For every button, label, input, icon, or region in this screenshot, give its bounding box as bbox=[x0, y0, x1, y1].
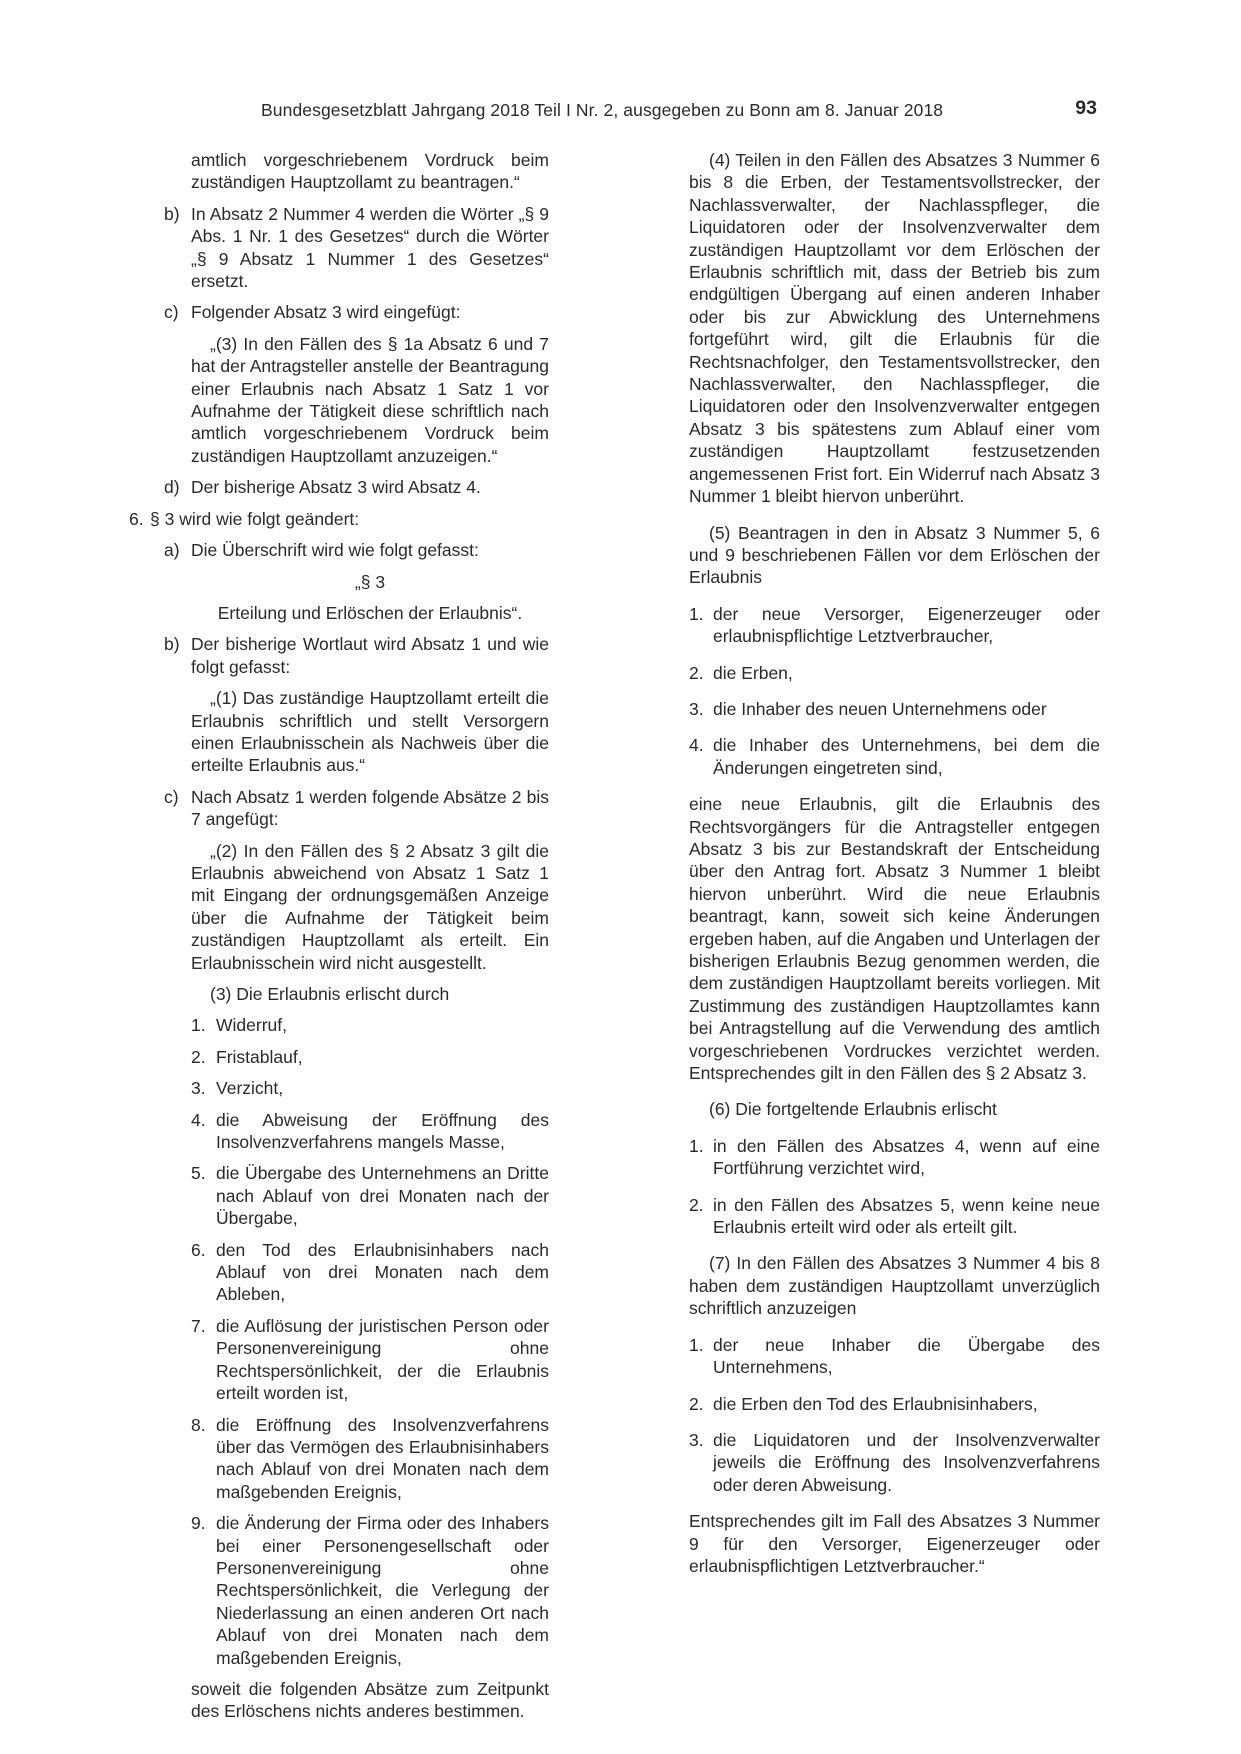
list-number: 3. bbox=[191, 1078, 206, 1099]
list-item bbox=[129, 1414, 549, 1504]
list-text: Fristablauf, bbox=[216, 1046, 303, 1067]
list-item bbox=[689, 698, 1100, 720]
list-number: 5. bbox=[191, 1163, 206, 1184]
right-column bbox=[689, 149, 1100, 1577]
list-item bbox=[689, 603, 1100, 648]
section-text: § 3 wird wie folgt geändert: bbox=[150, 508, 360, 529]
paragraph-continuation: amtlich vorgeschriebenem Vordruck beim zuständigen Hauptzollamt zu beantragen.“ bbox=[191, 150, 549, 193]
paragraph-tail: soweit die folgenden Absätze zum Zeitpunkt des Erlöschens nichts anderes bestimmen. bbox=[191, 1678, 549, 1722]
list-item bbox=[689, 1135, 1100, 1180]
list-text: die Auflösung der juristischen Person oder Personenvereinigung ohne Rechtspersönlichkeit, der die Erlaubnis erteilt worden ist, bbox=[216, 1315, 549, 1404]
list-item bbox=[129, 1046, 549, 1068]
left-column bbox=[129, 149, 549, 1723]
section-marker: 6. bbox=[129, 508, 144, 529]
paragraph-absatz-5: (5) Beantragen in den in Absatz 3 Nummer 5, 6 und 9 beschriebenen Fällen vor dem Erlöschen der Erlaubnis bbox=[689, 522, 1100, 588]
section-heading-number: „§ 3 bbox=[354, 571, 386, 592]
list-text: die Änderung der Firma oder des Inhabers bei einer Personengesellschaft oder Personenvereinigung ohne Rechtspersönlichkeit, die Verlegung der Niederlassung an einen anderen Ort nach Ablauf von drei Monaten nach dem maßgebenden Ereignis, bbox=[216, 1513, 549, 1668]
item-marker: d) bbox=[164, 477, 180, 498]
item-text: In Absatz 2 Nummer 4 werden die Wörter „§ 9 Abs. 1 Nr. 1 des Gesetzes“ durch die Wörter „§ 9 Absatz 1 Nummer 1 des Gesetzes“ ersetzt. bbox=[191, 203, 549, 292]
list-number: 3. bbox=[689, 1429, 704, 1450]
gazette-title: Bundesgesetzblatt Jahrgang 2018 Teil I Nr. 2, ausgegeben zu Bonn am 8. Januar 2018 bbox=[261, 100, 944, 120]
list-number: 8. bbox=[191, 1414, 206, 1435]
list-text: in den Fällen des Absatzes 5, wenn keine neue Erlaubnis erteilt wird oder als erteilt gilt. bbox=[713, 1194, 1100, 1238]
section-6 bbox=[129, 508, 549, 530]
list-text: die Erben, bbox=[713, 662, 793, 683]
paragraph-absatz-3-intro: (3) Die Erlaubnis erlischt durch bbox=[210, 984, 450, 1004]
list-number: 2. bbox=[689, 1393, 704, 1414]
list-item bbox=[689, 662, 1100, 684]
list-item bbox=[129, 1077, 549, 1099]
list-text: Widerruf, bbox=[216, 1015, 287, 1036]
list-number: 2. bbox=[689, 1194, 704, 1215]
list-text: der neue Inhaber die Übergabe des Unternehmens, bbox=[713, 1334, 1100, 1378]
list-number: 4. bbox=[191, 1109, 206, 1130]
list-item bbox=[689, 1393, 1100, 1415]
item-marker: a) bbox=[164, 540, 180, 561]
list-number: 1. bbox=[689, 1135, 704, 1156]
list-number: 1. bbox=[689, 603, 704, 624]
list-item bbox=[689, 734, 1100, 779]
item-b-wortlaut bbox=[129, 633, 549, 678]
list-number: 6. bbox=[191, 1239, 206, 1260]
quote-absatz-2: „(2) In den Fällen des § 2 Absatz 3 gilt die Erlaubnis abweichend von Absatz 1 Satz 1 mit Eingang der ordnungsgemäßen Anzeige über die Aufnahme der Tätigkeit beim zuständigen Hauptzollamt als erteilt. Ein Erlaubnisschein wird nicht ausgestellt. bbox=[191, 840, 549, 973]
paragraph-absatz-6: (6) Die fortgeltende Erlaubnis erlischt bbox=[709, 1099, 997, 1120]
item-d-absatz-4 bbox=[129, 476, 549, 498]
quote-absatz-1: „(1) Das zuständige Hauptzollamt erteilt die Erlaubnis schriftlich und stellt Versorgern einen Erlaubnisschein als Nachweis über die erteilte Erlaubnis aus.“ bbox=[191, 688, 549, 776]
list-item bbox=[129, 1512, 549, 1669]
list-item bbox=[129, 1162, 549, 1229]
item-text: Der bisherige Absatz 3 wird Absatz 4. bbox=[191, 477, 481, 498]
paragraph-absatz-7-continuation: Entsprechendes gilt im Fall des Absatzes 3 Nummer 9 für den Versorger, Eigenerzeuger oder erlaubnispflichtigen Letztverbraucher.“ bbox=[689, 1511, 1100, 1576]
list-item bbox=[129, 1239, 549, 1306]
list-text: die Eröffnung des Insolvenzverfahrens über das Vermögen des Erlaubnisinhabers nach Ablauf von drei Monaten nach dem maßgebenden Ereignis, bbox=[216, 1414, 549, 1502]
list-text: die Inhaber des Unternehmens, bei dem die Änderungen eingetreten sind, bbox=[713, 735, 1100, 778]
list-text: die Erben den Tod des Erlaubnisinhabers, bbox=[713, 1393, 1038, 1414]
list-text: die Abweisung der Eröffnung des Insolvenzverfahrens mangels Masse, bbox=[216, 1109, 549, 1153]
section-heading-title: Erteilung und Erlöschen der Erlaubnis“. bbox=[217, 602, 523, 623]
list-item bbox=[689, 1194, 1100, 1239]
item-marker: c) bbox=[164, 786, 179, 807]
list-text: den Tod des Erlaubnisinhabers nach Ablauf von drei Monaten nach dem Ableben, bbox=[216, 1239, 549, 1305]
list-text: die Liquidatoren und der Insolvenzverwalter jeweils die Eröffnung des Insolvenzverfahrens oder deren Abweisung. bbox=[713, 1429, 1100, 1495]
item-marker: c) bbox=[164, 302, 179, 323]
list-number: 1. bbox=[689, 1334, 704, 1355]
list-number: 3. bbox=[689, 698, 704, 719]
item-a-heading bbox=[129, 539, 549, 561]
list-number: 2. bbox=[191, 1046, 206, 1067]
paragraph-absatz-7: (7) In den Fällen des Absatzes 3 Nummer 4 bis 8 haben dem zuständigen Hauptzollamt unverzüglich schriftlich anzuzeigen bbox=[689, 1253, 1100, 1319]
paragraph-absatz-5-continuation: eine neue Erlaubnis, gilt die Erlaubnis des Rechtsvorgängers für die Antragsteller entgegen Absatz 3 bis zur Bestandskraft der Entscheidung über den Antrag fort. Absatz 3 Nummer 1 bleibt hiervon unberührt. Wird die neue Erlaubnis beantragt, kann, soweit sich keine Änderungen ergeben haben, auf die Angaben und Unterlagen der bisherigen Erlaubnis Bezug genommen werden, die dem zuständigen Hauptzollamt bereits vorliegen. Mit Zustimmung des zuständigen Hauptzollamtes kann bei Antragstellung auf die Verwendung des amtlich vorgeschriebenen Vordruckes verzichtet werden. Entsprechendes gilt in den Fällen des § 2 Absatz 3. bbox=[689, 794, 1100, 1084]
list-number: 1. bbox=[191, 1015, 206, 1036]
item-text: Nach Absatz 1 werden folgende Absätze 2 bis 7 angefügt: bbox=[191, 786, 549, 830]
item-marker: b) bbox=[164, 203, 180, 224]
item-c-absaetze bbox=[129, 786, 549, 831]
item-text: Der bisherige Wortlaut wird Absatz 1 und wie folgt gefasst: bbox=[191, 634, 549, 677]
list-item bbox=[689, 1334, 1100, 1379]
list-number: 4. bbox=[689, 735, 704, 756]
list-item bbox=[129, 1315, 549, 1405]
item-text: Die Überschrift wird wie folgt gefasst: bbox=[191, 540, 479, 561]
list-number: 7. bbox=[191, 1315, 206, 1336]
list-number: 2. bbox=[689, 662, 704, 683]
list-number: 9. bbox=[191, 1513, 206, 1534]
list-text: die Übergabe des Unternehmens an Dritte nach Ablauf von drei Monaten nach der Übergabe, bbox=[216, 1163, 549, 1229]
list-text: der neue Versorger, Eigenerzeuger oder erlaubnispflichtige Letztverbraucher, bbox=[713, 603, 1100, 647]
item-b-absatz-2 bbox=[129, 203, 549, 293]
item-c-absatz-3 bbox=[129, 301, 549, 323]
list-text: die Inhaber des neuen Unternehmens oder bbox=[713, 698, 1047, 719]
quote-absatz-3: „(3) In den Fällen des § 1a Absatz 6 und 7 hat der Antragsteller anstelle der Beantragung einer Erlaubnis nach Absatz 1 Satz 1 vor Aufnahme der Tätigkeit diese schriftlich nach amtlich vorgeschriebenem Vordruck beim zuständigen Hauptzollamt anzuzeigen.“ bbox=[191, 333, 549, 466]
list-item bbox=[689, 1429, 1100, 1496]
item-marker: b) bbox=[164, 634, 180, 655]
page-header bbox=[0, 99, 1241, 123]
list-text: Verzicht, bbox=[216, 1078, 284, 1099]
list-item bbox=[129, 1014, 549, 1036]
item-text: Folgender Absatz 3 wird eingefügt: bbox=[191, 302, 461, 323]
list-text: in den Fällen des Absatzes 4, wenn auf eine Fortführung verzichtet wird, bbox=[713, 1135, 1100, 1179]
page-number: 93 bbox=[1075, 97, 1097, 119]
list-item bbox=[129, 1109, 549, 1154]
paragraph-absatz-4: (4) Teilen in den Fällen des Absatzes 3 Nummer 6 bis 8 die Erben, der Testamentsvollstrecker, der Nachlassverwalter, der Nachlasspfleger, die Liquidatoren oder der Insolvenzverwalter dem zuständigen Hauptzollamt vor dem Erlöschen der Erlaubnis schriftlich mit, dass der Betrieb bis zum endgültigen Übergang auf einen anderen Inhaber oder bis zur Abwicklung des Unternehmens fortgeführt wird, gilt die Erlaubnis für die Rechtsnachfolger, den Testamentsvollstrecker, den Nachlassverwalter, den Nachlasspfleger, die Liquidatoren oder den Insolvenzverwalter entgegen Absatz 3 bis spätestens zum Ablauf einer vom zuständigen Hauptzollamt festzusetzenden angemessenen Frist fort. Ein Widerruf nach Absatz 3 Nummer 1 bleibt hiervon unberührt. bbox=[689, 150, 1100, 507]
